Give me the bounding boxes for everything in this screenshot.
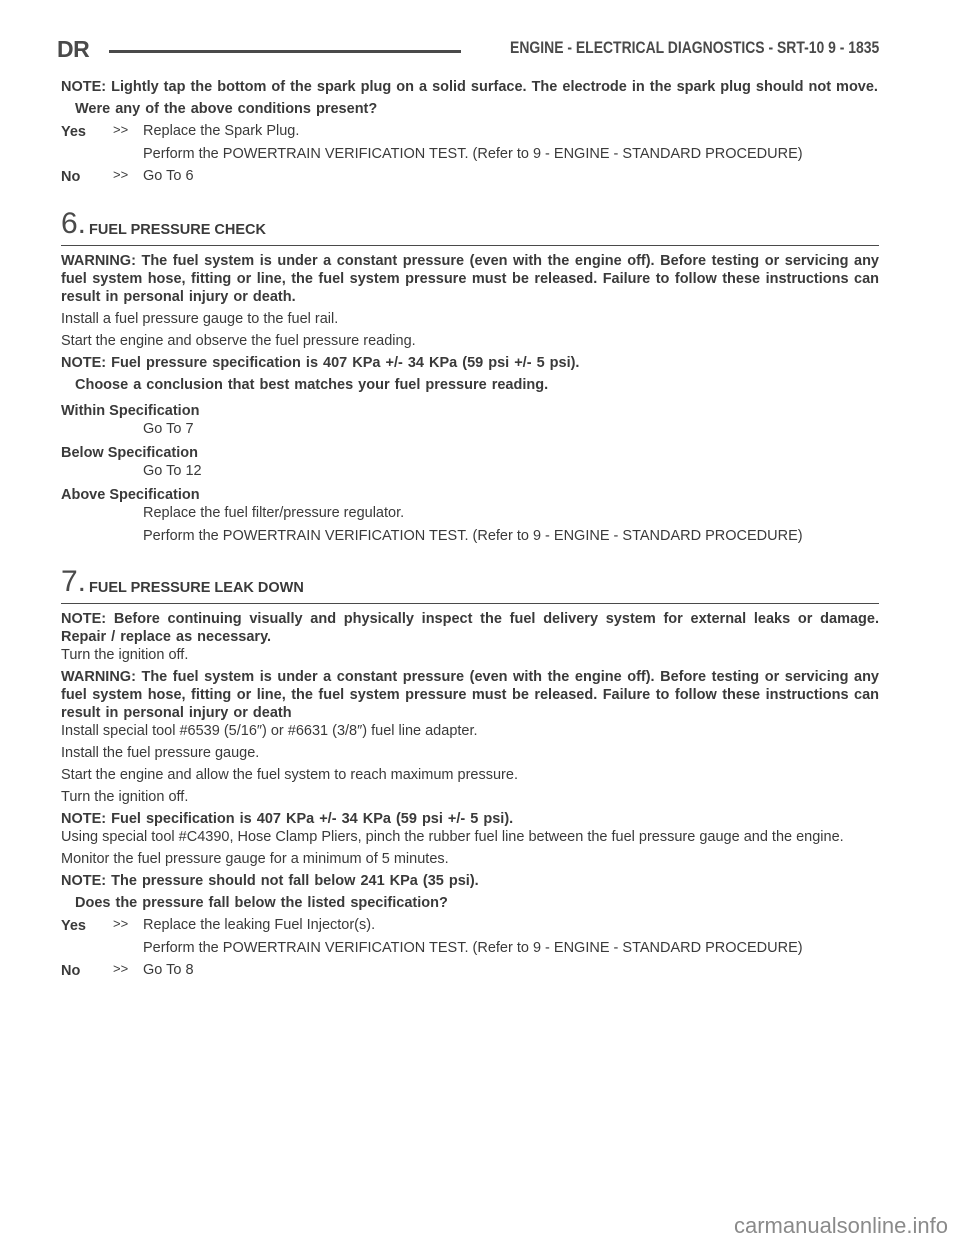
note-fuel-spec: NOTE: Fuel specification is 407 KPa +/- 34 KPa (59 psi +/- 5 psi). xyxy=(61,811,514,827)
instruction-text: Turn the ignition off. xyxy=(61,789,189,805)
conclusion-label: Above Specification xyxy=(61,487,200,503)
answer-yes xyxy=(61,916,879,957)
warning-fuel-pressure: WARNING: The fuel system is under a constant pressure (even with the engine off). Before testing or servicing any fuel system hose, fitting or line, the fuel system pressure must be released. Failure to follow these instructions can result in personal injury or death. xyxy=(61,253,879,305)
conclusion-above xyxy=(61,486,879,545)
step-number: 6. xyxy=(61,207,87,240)
answer-no-label: No xyxy=(61,169,81,185)
step-title: FUEL PRESSURE LEAK DOWN xyxy=(89,580,304,596)
answer-arrow: >> xyxy=(113,167,129,182)
question-conditions: Were any of the above conditions present? xyxy=(75,101,378,117)
instruction-text: Start the engine and allow the fuel system to reach maximum pressure. xyxy=(61,767,518,783)
step-number: 7. xyxy=(61,565,87,598)
answer-yes-label: Yes xyxy=(61,918,86,934)
instruction-text: Turn the ignition off. xyxy=(61,647,189,663)
conclusion-label: Below Specification xyxy=(61,445,198,461)
answer-arrow: >> xyxy=(113,122,129,137)
conclusion-action: Replace the fuel filter/pressure regulator. xyxy=(143,505,405,521)
conclusion-action: Go To 12 xyxy=(143,463,202,479)
note-min-pressure: NOTE: The pressure should not fall below 241 KPa (35 psi). xyxy=(61,873,479,889)
answer-line: Go To 8 xyxy=(143,962,194,978)
note-inspect-leaks: NOTE: Before continuing visually and physically inspect the fuel delivery system for external leaks or damage. Repair / replace as necessary. xyxy=(61,611,879,645)
instruction-text: Install the fuel pressure gauge. xyxy=(61,745,260,761)
conclusion-below xyxy=(61,444,879,480)
page-header xyxy=(57,36,879,70)
conclusion-action: Perform the POWERTRAIN VERIFICATION TEST. (Refer to 9 - ENGINE - STANDARD PROCEDURE) xyxy=(143,528,803,544)
answer-no xyxy=(61,167,879,187)
answer-line: Perform the POWERTRAIN VERIFICATION TEST. (Refer to 9 - ENGINE - STANDARD PROCEDURE) xyxy=(143,940,803,956)
warning-fuel-pressure: WARNING: The fuel system is under a constant pressure (even with the engine off). Before testing or servicing any fuel system hose, fitting or line, the fuel system pressure must be released. Failure to follow these instructions can result in personal injury or death xyxy=(61,669,879,721)
answer-line: Replace the leaking Fuel Injector(s). xyxy=(143,917,376,933)
step-7-heading xyxy=(61,563,879,604)
conclusion-action: Go To 7 xyxy=(143,421,194,437)
step-6-heading xyxy=(61,205,879,246)
header-section-title: ENGINE - ELECTRICAL DIAGNOSTICS - SRT-10 9 - 1835 xyxy=(509,38,879,57)
instruction-text: Install special tool #6539 (5/16″) or #6631 (3/8″) fuel line adapter. xyxy=(61,723,478,739)
answer-no xyxy=(61,961,879,981)
conclusion-within xyxy=(61,402,879,438)
instruction-text: Using special tool #C4390, Hose Clamp Pliers, pinch the rubber fuel line between the fuel pressure gauge and the engine. xyxy=(61,829,844,845)
header-rule xyxy=(109,50,461,53)
note-spark-plug: NOTE: Lightly tap the bottom of the spark plug on a solid surface. The electrode in the spark plug should not move. xyxy=(61,79,878,95)
answer-yes-label: Yes xyxy=(61,124,86,140)
watermark: carmanualsonline.info xyxy=(733,1213,948,1238)
question-conclusion: Choose a conclusion that best matches your fuel pressure reading. xyxy=(75,377,549,393)
instruction-text: Install a fuel pressure gauge to the fuel rail. xyxy=(61,311,339,327)
answer-line: Go To 6 xyxy=(143,168,194,184)
answer-no-label: No xyxy=(61,963,81,979)
step-title: FUEL PRESSURE CHECK xyxy=(89,222,266,238)
header-model-code: DR xyxy=(57,36,90,62)
instruction-text: Monitor the fuel pressure gauge for a minimum of 5 minutes. xyxy=(61,851,449,867)
answer-yes xyxy=(61,122,879,163)
instruction-text: Start the engine and observe the fuel pressure reading. xyxy=(61,333,416,349)
answer-line: Replace the Spark Plug. xyxy=(143,123,300,139)
question-pressure-fall: Does the pressure fall below the listed specification? xyxy=(75,895,448,911)
conclusion-label: Within Specification xyxy=(61,403,200,419)
answer-line: Perform the POWERTRAIN VERIFICATION TEST. (Refer to 9 - ENGINE - STANDARD PROCEDURE) xyxy=(143,146,803,162)
answer-arrow: >> xyxy=(113,916,129,931)
note-fuel-spec: NOTE: Fuel pressure specification is 407 KPa +/- 34 KPa (59 psi +/- 5 psi). xyxy=(61,355,580,371)
page-content xyxy=(61,78,879,981)
answer-arrow: >> xyxy=(113,961,129,976)
